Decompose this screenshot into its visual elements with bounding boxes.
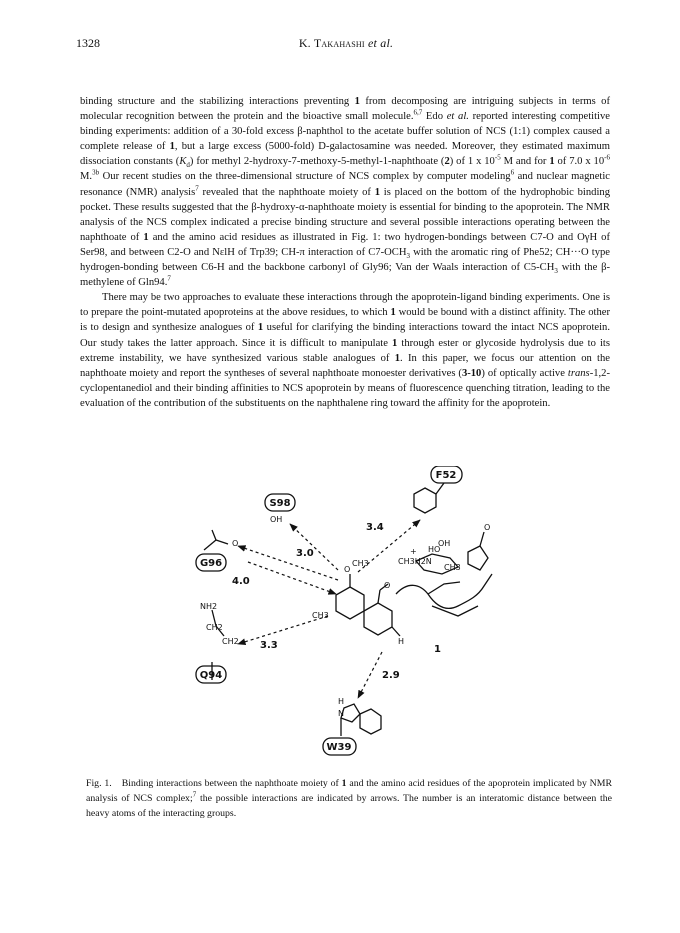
running-title-author: K. Takahashi [298,36,365,50]
atom-label: CH3 [444,563,461,572]
residue-label-q94: Q94 [199,670,223,681]
atom-label: OH [438,539,451,548]
distance-label: 3.0 [296,548,314,559]
body-text [80,94,610,411]
residue-label-w39: W39 [326,742,352,753]
residue-label-g96: G96 [199,558,223,569]
atom-label: O [344,565,351,574]
distance-label: 2.9 [382,670,400,681]
residue-label-s98: S98 [269,498,291,509]
atom-label: + [410,547,417,556]
residue-label-f52: F52 [435,470,457,481]
running-title [76,36,616,51]
phenyl-ring-f52 [414,488,436,513]
atom-label: CH2 [222,637,239,646]
arrow-w39 [358,652,382,698]
atom-label: O [384,581,391,590]
paragraph-1: binding structure and the stabilizing interactions preventing 1 from decomposing are intriguing subjects in terms of molecular recognition between the protein and the bioactive small molecule.$^{6,7}$ Edo et al. reported interesting competitive binding experiments: addition of a 30-fold excess β-naphthol to the acetate buffer solution of NCS (1:1) complex caused a complete release of 1, but a large excess (5000-fold) D-galactosamine was needed. Moreover, they estimated maximum dissociation constants $(K_d)$ for methyl 2-hydroxy-7-methoxy-5-methyl-1-naphthoate (2) of 1 x $10^{-5}$ M and for 1 of 7.0 x $10^{-6}$ M.$^{3b}$ Our recent studies on the three-dimensional structure of NCS complex by computer modeling$^6$ and nuclear magnetic resonance (NMR) analysis$^7$ revealed that the naphthoate moiety of 1 is placed on the bottom of the hydrophobic binding pocket. These results suggested that the β-hydroxy-α-naphthoate moiety is essential for binding to the apoprotein. The NMR analysis of the NCS complex indicated a precise binding structure and several possible interactions operating between the naphthoate of 1 and the amino acid residues as illustrated in Fig. 1: two hydrogen-bondings between C7-O and OγH of Ser98, and between C2-O and NεlH of Trp39; CH-π interaction of $C7-OCH_3$ with the aromatic ring of Phe52; CH···O type hydrogen-bonding between C6-H and the backbone carbonyl of Gly96; Van der Waals interaction of $C5-CH_3$ with the β-methylene of Gln94.$^7$ [80,96,611,289]
distance-label: 3.4 [366,522,384,533]
atom-label: OH [270,515,283,524]
arrow-q94 [238,616,328,644]
atom-label: O [484,523,491,532]
enediyne-core [396,574,492,616]
atom-label: CH3 [352,559,369,568]
caption-label: Fig. 1. [86,778,112,789]
figure-caption: Fig. 1. Binding interactions between the naphthoate moiety of 1 and the amino acid residues of the apoprotein implicated by NMR analysis of NCS complex;$^7$ the possible interactions are indicated by arrows. The number is an interatomic distance between the heavy atoms of the interacting groups. [86,778,613,819]
compound-label: 1 [434,644,441,655]
paragraph-2: There may be two approaches to evaluate these interactions through the apoprotein-ligand binding experiments. One is to prepare the point-mutated apoproteins at the above residues, to which 1 would be bound with a distinct affinity. The other is to design and synthesize analogues of 1 useful for clarifying the binding interactions toward the intact NCS apoprotein. Our study takes the latter approach. Since it is difficult to manipulate 1 through ester or glycoside hydrolysis due to its extreme instability, we have synthesized various stable analogues of 1. In this paper, we focus our attention on the naphthoate moiety and report the syntheses of several naphthoate monoester derivatives (3-10) of optically active trans-1,2-cyclopentanediol and their binding affinities to NCS apoprotein by means of fluorescence quenching titration, leading to the evaluation of the contribution of the substituents on the naphthalene ring toward the affinity for the apoprotein. [80,292,610,409]
naphthalene-ring-a [336,587,364,619]
atom-label: H [398,637,405,646]
atom-label: O [232,539,239,548]
atom-label: NH2 [200,602,218,611]
atom-label: CH3H2N [398,557,432,566]
atom-label: CH2 [206,623,223,632]
page-header [76,36,616,52]
indole-benzene [360,709,381,734]
atom-label: CH3 [312,611,329,620]
distance-label: 3.3 [260,640,278,651]
carbonate-ring [468,546,488,570]
distance-label: 4.0 [232,576,250,587]
atom-label: H [338,697,345,706]
figure-binding-interactions [188,466,494,766]
atom-label: N [338,709,344,718]
atom-label: HO [428,545,441,554]
arrow-s98 [290,524,338,570]
arrow-g96-b [248,562,336,594]
running-title-etal: et al. [367,36,394,50]
page-number: 1328 [76,36,100,50]
arrow-g96-a [238,546,338,580]
naphthalene-ring-b [364,603,392,635]
